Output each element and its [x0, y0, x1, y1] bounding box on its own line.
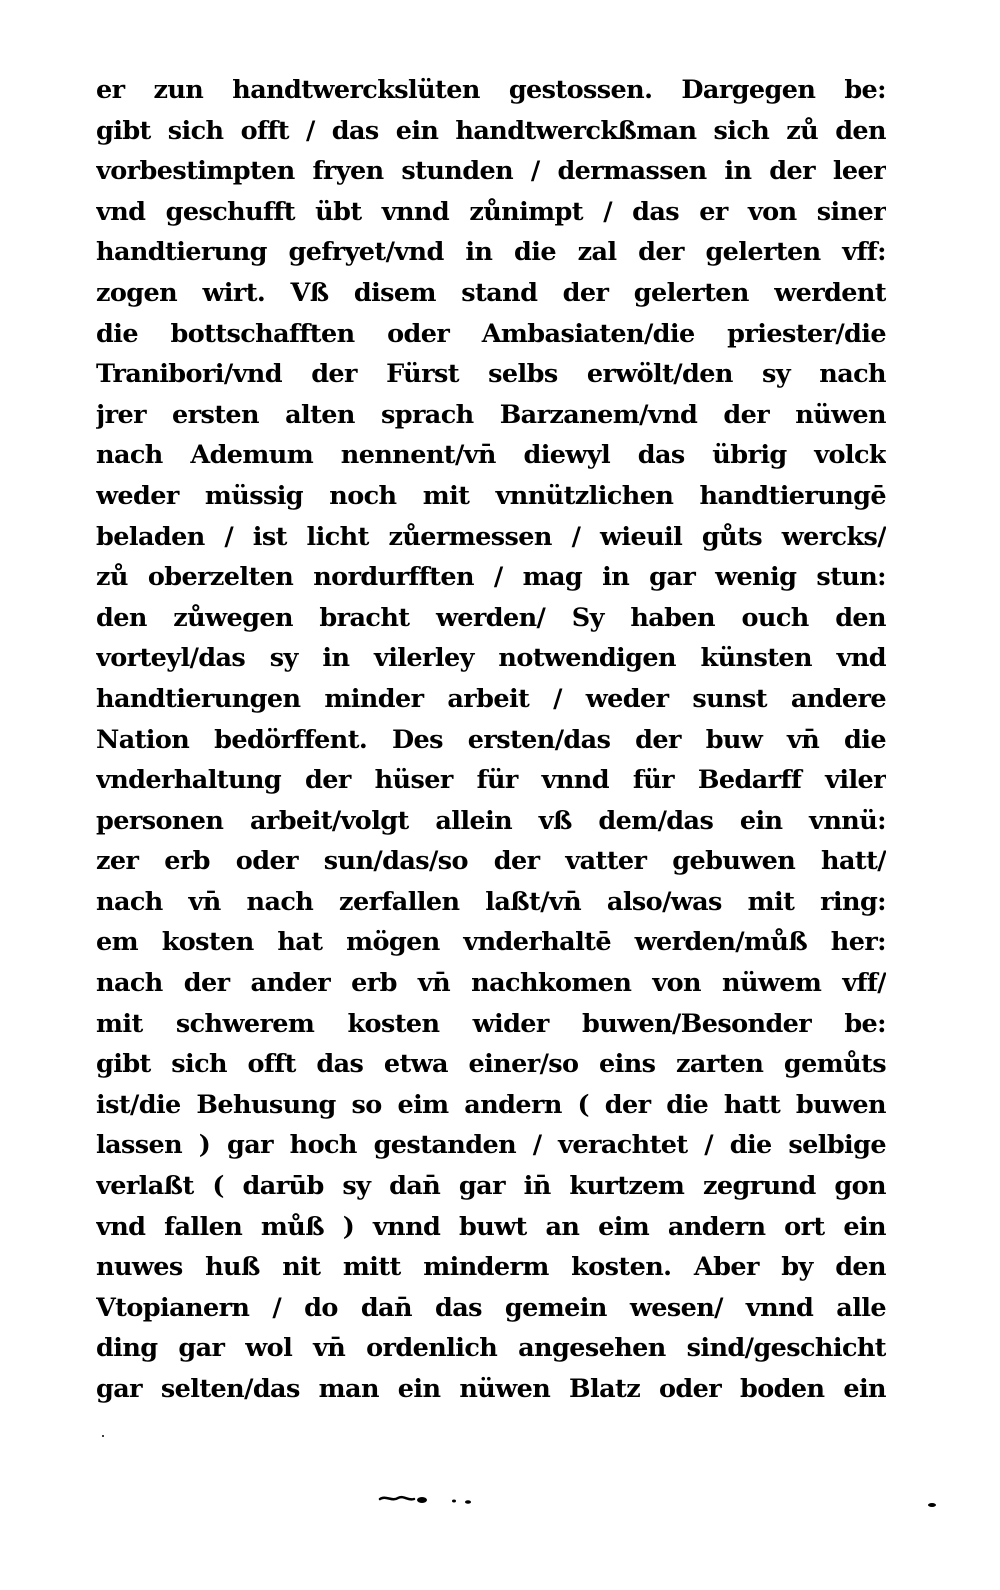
- text-line-9: jrer ersten alten sprach Barzanem/vnd der nüwen: [96, 399, 886, 430]
- text-line-31: Vtopianern / do dan̄ das gemein wesen/ vnnd alle: [96, 1292, 886, 1323]
- text-line-4: vnd geschufft übt vnnd zůnimpt / das er von siner: [96, 196, 886, 227]
- text-line-8: Tranibori/vnd der Fürst selbs erwölt/den sy nach: [96, 359, 886, 390]
- text-line-23: nach der ander erb vn̄ nachkomen von nüwem vff/: [96, 968, 886, 999]
- text-line-24: mit schwerem kosten wider buwen/Besonder be:: [96, 1008, 886, 1039]
- text-line-2: gibt sich offt / das ein handtwerckßman sich zů den: [96, 115, 886, 146]
- text-line-14: den zůwegen bracht werden/ Sy haben ouch den: [96, 602, 886, 633]
- text-line-5: handtierung gefryet/vnd in die zal der gelerten vff:: [96, 237, 886, 268]
- text-line-7: die bottschafften oder Ambasiaten/die priester/die: [96, 318, 886, 349]
- text-line-28: verlaßt ( darūb sy dan̄ gar in̄ kurtzem zegrund gon: [96, 1171, 886, 1202]
- text-line-18: vnderhaltung der hüser für vnnd für Bedarff viler: [96, 765, 886, 796]
- scan-smudge-mark: [378, 1490, 488, 1510]
- text-line-27: lassen ) gar hoch gestanden / verachtet / die selbige: [96, 1130, 886, 1161]
- text-line-33: gar selten/das man ein nüwen Blatz oder boden ein: [96, 1374, 886, 1404]
- text-line-20: zer erb oder sun/das/so der vatter gebuwen hatt/: [96, 846, 886, 877]
- text-line-6: zogen wirt. Vß disem stand der gelerten werdent: [96, 277, 886, 308]
- text-line-13: zů oberzelten nordurfften / mag in gar wenig stun:: [96, 562, 886, 593]
- text-line-29: vnd fallen můß ) vnnd buwt an eim andern ort ein: [96, 1211, 886, 1242]
- text-line-19: personen arbeit/volgt allein vß dem/das ein vnnü:: [96, 805, 886, 836]
- text-line-30: nuwes huß nit mitt minderm kosten. Aber by den: [96, 1252, 886, 1283]
- text-line-22: em kosten hat mögen vnderhaltē werden/můß her:: [96, 927, 886, 958]
- text-line-10: nach Ademum nennent/vn̄ diewyl das übrig volck: [96, 440, 886, 471]
- text-line-25: gibt sich offt das etwa einer/so eins zarten gemůts: [96, 1049, 886, 1080]
- text-line-11: weder müssig noch mit vnnützlichen handtierungē: [96, 480, 886, 511]
- text-column: [96, 70, 886, 1410]
- scan-speck: [928, 1503, 936, 1507]
- text-line-17: Nation bedörffent. Des ersten/das der buw vn̄ die: [96, 724, 886, 755]
- text-line-26: ist/die Behusung so eim andern ( der die hatt buwen: [96, 1089, 886, 1120]
- text-line-3: vorbestimpten fryen stunden / dermassen in der leer: [96, 156, 886, 187]
- text-line-21: nach vn̄ nach zerfallen laßt/vn̄ also/was mit ring:: [96, 886, 886, 917]
- text-line-16: handtierungen minder arbeit / weder sunst andere: [96, 683, 886, 714]
- text-line-32: ding gar wol vn̄ ordenlich angesehen sind/geschicht: [96, 1333, 886, 1364]
- text-line-15: vorteyl/das sy in vilerley notwendigen künsten vnd: [96, 643, 886, 674]
- text-line-1: er zun handtwerckslüten gestossen. Dargegen be:: [96, 75, 886, 105]
- scan-speck: [102, 1435, 104, 1437]
- text-line-12: beladen / ist licht zůermessen / wieuil gůts wercks/: [96, 521, 886, 552]
